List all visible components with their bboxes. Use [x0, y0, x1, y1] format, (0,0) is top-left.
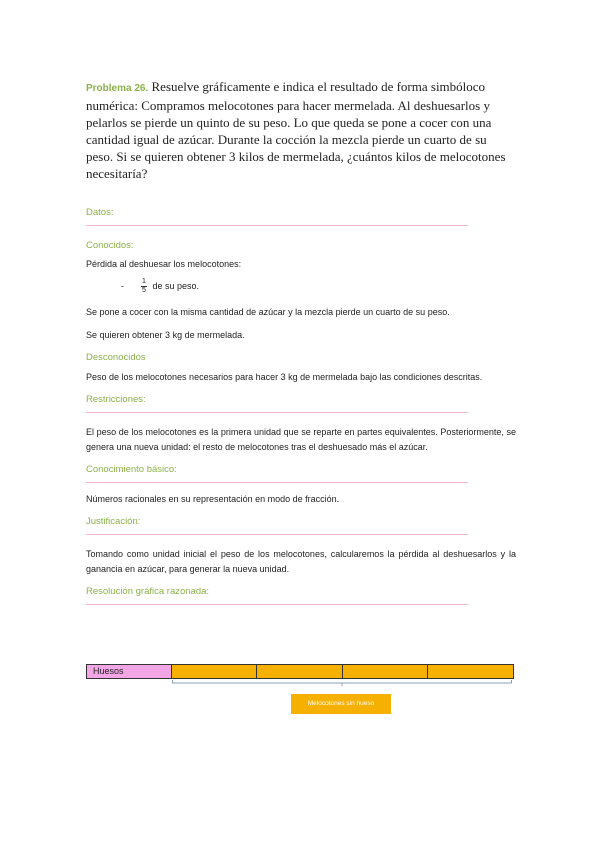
heading-desconocidos: Desconocidos [86, 352, 146, 363]
divider [86, 412, 468, 413]
callout-melocotones-sin-hueso: Melocotones sin hueso [291, 694, 391, 714]
problem-text: Resuelve gráficamente e indica el resultado de forma simbóloco numérica: Compramos melocotones para hacer mermelada. Al deshuesarlos y pelarlos se pierde un quinto de su peso. Lo que queda se pone a cocer con una cantidad igual de azúcar. Durante la cocción la mezcla pierde un cuarto de su peso. Si se quieren obtener 3 kilos de mermelada, ¿cuántos kilos de melocotones necesitaría? [86, 79, 506, 181]
perdida-text: Pérdida al deshuesar los melocotones: [86, 259, 242, 269]
heading-conocidos: Conocidos: [86, 240, 134, 251]
desconocidos-text: Peso de los melocotones necesarios para hacer 3 kg de mermelada bajo las condiciones descritas. [86, 372, 483, 382]
heading-datos: Datos: [86, 207, 114, 218]
problem-statement [86, 78, 516, 182]
heading-conocimiento: Conocimiento básico: [86, 464, 177, 475]
heading-resolucion: Resolución gráfica razonada: [86, 586, 210, 597]
divider [86, 482, 468, 483]
de-su-peso-text: de su peso. [152, 280, 199, 291]
divider [86, 604, 468, 605]
document-body [86, 78, 516, 605]
fraction-numerator: 1 [142, 278, 146, 285]
bullet: - [121, 280, 124, 291]
problem-label: Problema 26. [86, 83, 149, 94]
heading-restricciones: Restricciones: [86, 394, 146, 405]
fraction-denominator: 5 [142, 287, 146, 294]
restricciones-text: El peso de los melocotones es la primera unidad que se reparte en partes equivalentes. Posteriormente, se genera una nueva unidad: el resto de melocotones tras el deshuesado más el azúcar. [86, 427, 516, 452]
bar-segment-melocotones [343, 665, 428, 678]
cocer-text: Se pone a cocer con la misma cantidad de azúcar y la mezcla pierde un cuarto de su peso. [86, 307, 450, 317]
brace [172, 680, 512, 686]
bar-diagram [86, 664, 514, 679]
bar-segment-melocotones [428, 665, 513, 678]
bar-segment-huesos: Huesos [87, 665, 172, 678]
justificacion-text: Tomando como unidad inicial el peso de los melocotones, calcularemos la pérdida al deshuesarlos y la ganancia en azúcar, para generar la nueva unidad. [86, 549, 516, 574]
obtener-text: Se quieren obtener 3 kg de mermelada. [86, 330, 245, 340]
divider [86, 225, 468, 226]
bar-segment-melocotones [172, 665, 257, 678]
fraction-line [86, 278, 516, 295]
heading-justificacion: Justificación: [86, 516, 141, 527]
conocimiento-text: Números racionales en su representación en modo de fracción. [86, 494, 340, 504]
bar-segment-melocotones [257, 665, 342, 678]
divider [86, 534, 468, 535]
fraction [141, 278, 147, 295]
